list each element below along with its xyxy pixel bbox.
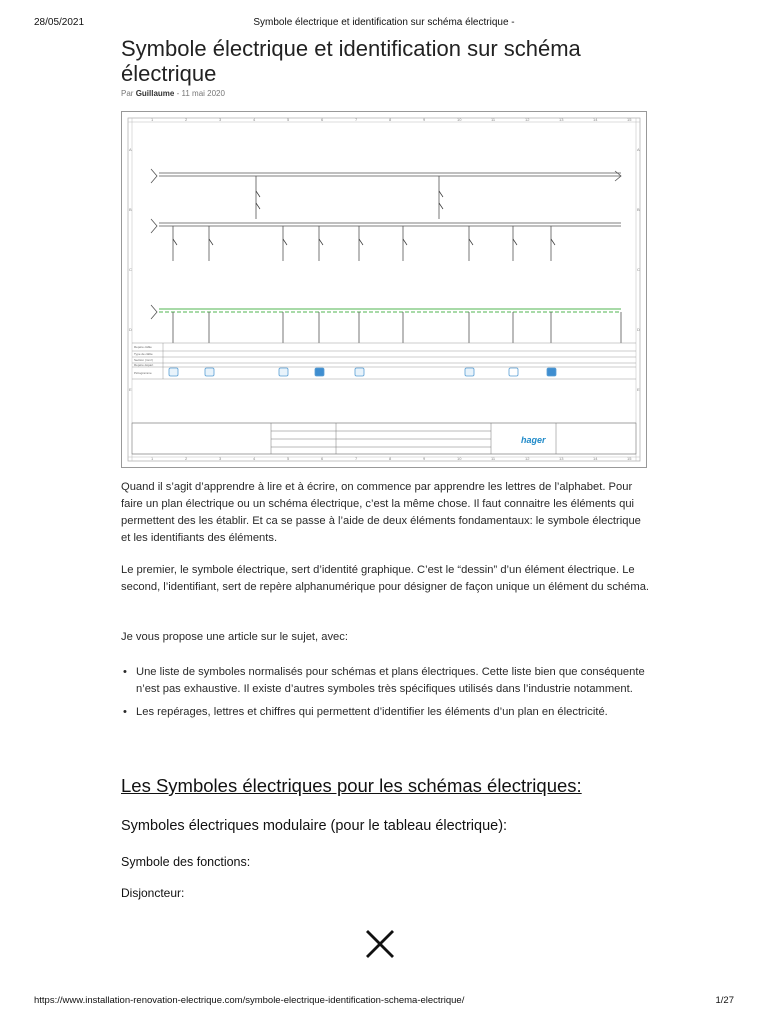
svg-text:D: D [129,327,132,332]
svg-text:B: B [129,207,132,212]
svg-text:10: 10 [457,456,462,461]
svg-text:E: E [637,387,640,392]
proposal-paragraph: Je vous propose une article sur le sujet, avec: [121,631,348,643]
svg-text:C: C [129,267,132,272]
svg-text:9: 9 [423,456,426,461]
svg-text:6: 6 [321,456,324,461]
list-item: • Les repérages, lettres et chiffres qui permettent d’identifier les éléments d’un plan en électricité. [121,704,651,721]
page-url: https://www.installation-renovation-electrique.com/symbole-electrique-identification-schema-electrique/ [34,995,465,1006]
svg-text:11: 11 [491,456,496,461]
svg-text:13: 13 [559,117,564,122]
svg-text:11: 11 [491,117,496,122]
breaker-heading: Disjoncteur: [121,886,185,900]
svg-text:6: 6 [321,117,324,122]
svg-text:D: D [637,327,640,332]
subsection-heading: Symboles électriques modulaire (pour le tableau électrique): [121,818,508,834]
svg-text:14: 14 [593,456,598,461]
svg-text:10: 10 [457,117,462,122]
svg-text:4: 4 [253,456,256,461]
svg-text:4: 4 [253,117,256,122]
by-label: Par [121,89,134,98]
print-doc-title: Symbole électrique et identification sur schéma électrique - [253,17,515,28]
svg-text:Section (mm²): Section (mm²) [134,358,153,362]
electrical-schematic-image [121,111,647,468]
svg-text:Repère câble: Repère câble [134,345,152,349]
article-meta [121,89,225,98]
svg-text:1: 1 [151,456,154,461]
definition-paragraph: Le premier, le symbole électrique, sert d’identité graphique. C’est le “dessin” d’un élément électrique. Le second, l’identifiant, sert de repère alphanumérique pour désigner de façon unique un élément du schéma. [121,564,650,593]
svg-text:5: 5 [287,117,290,122]
svg-text:8: 8 [389,117,392,122]
svg-text:B: B [637,207,640,212]
svg-text:3: 3 [219,117,222,122]
svg-text:9: 9 [423,117,426,122]
functions-heading: Symbole des fonctions: [121,855,251,869]
list-item: • Une liste de symboles normalisés pour schémas et plans électriques. Cette liste bien que conséquente n’est pas exhaustive. Il existe d’autres symboles très spécifiques utilisés dans l’industrie notamment. [121,664,651,698]
svg-text:C: C [637,267,640,272]
svg-text:12: 12 [525,117,530,122]
svg-text:1: 1 [151,117,154,122]
svg-text:14: 14 [593,117,598,122]
svg-text:12: 12 [525,456,530,461]
svg-text:13: 13 [559,456,564,461]
intro-paragraph: Quand il s’agit d’apprendre à lire et à écrire, on commence par apprendre les lettres de l’alphabet. Pour faire un plan électrique ou un schéma électrique, c’est la même chose. Il faut connaitre les éléments qui permettent des les établir. Et ca se passe à l’aide de deux éléments fondamentaux: le symbole électrique et les identifiants des éléments. [121,481,641,544]
article-title: Symbole électrique et identification sur schéma électrique [121,36,581,86]
svg-text:2: 2 [185,117,188,122]
svg-text:A: A [129,147,132,152]
section-heading: Les Symboles électriques pour les schémas électriques: [121,775,582,796]
svg-text:Pictogramme: Pictogramme [134,371,152,375]
svg-text:15: 15 [627,456,632,461]
meta-separator: - [176,89,180,98]
svg-text:E: E [129,387,132,392]
svg-text:15: 15 [627,117,632,122]
svg-text:8: 8 [389,456,392,461]
svg-text:7: 7 [355,117,358,122]
svg-text:A: A [637,147,640,152]
svg-text:Type de câble: Type de câble [134,352,153,356]
publish-date: 11 mai 2020 [181,89,225,98]
svg-text:3: 3 [219,456,222,461]
svg-text:5: 5 [287,456,290,461]
page-number: 1/27 [715,995,734,1006]
svg-text:7: 7 [355,456,358,461]
svg-text:hager: hager [521,435,546,445]
svg-text:2: 2 [185,456,188,461]
author-link[interactable]: Guillaume [135,89,175,98]
svg-text:Repère départ: Repère départ [134,363,154,367]
topics-list [121,664,651,727]
print-date: 28/05/2021 [34,17,85,28]
x-cross-icon [364,928,396,960]
